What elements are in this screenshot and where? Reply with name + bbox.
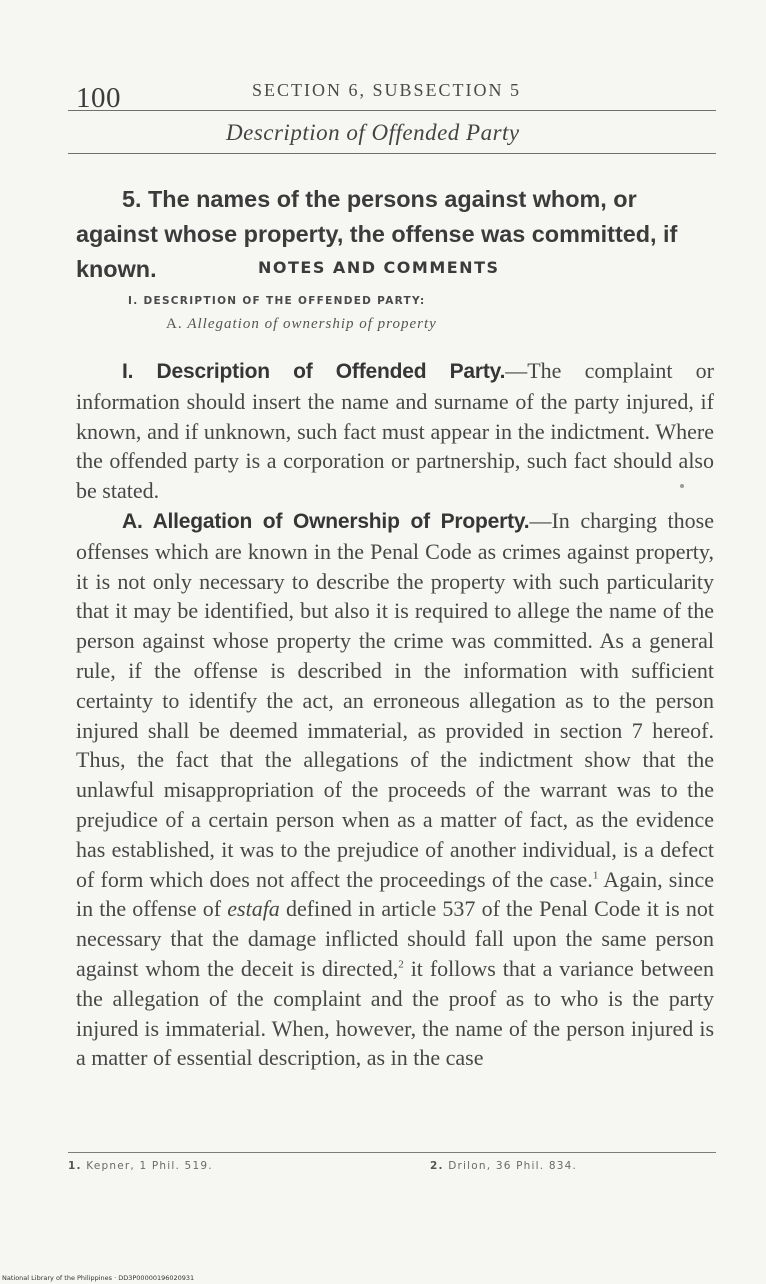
subhead: Description of Offended Party bbox=[226, 120, 520, 145]
outline-item-a-text: Allegation of ownership of property bbox=[187, 316, 437, 332]
footnote-text: Drilon, 36 Phil. 834. bbox=[448, 1160, 578, 1172]
italic-term: estafa bbox=[227, 896, 280, 922]
footnote-ref[interactable]: 1 bbox=[592, 869, 599, 882]
header-rule bbox=[68, 110, 716, 111]
paragraph-text: —In charging those offenses which are known in the Penal Code as crimes against property, it is not only necessary to describe the property with such particularity that it may be identified, but also it is required to allege the name of the person against whose property the crime was committed. As a general rule, if the offense is described in the information with sufficient certainty to identify the act, an erroneous allegation as to the person injured shall be deemed immaterial, as provided in section 7 hereof. Thus, the fact that the allegations of the indictment show that the unlawful misappropriation of the proceeds of the warrant was to the prejudice of a certain person when as a matter of fact, as the evidence has established, it was to the prejudice of another individual, is a defect of form which does not affect the proceedings of the case. bbox=[76, 508, 714, 892]
running-head: SECTION 6, SUBSECTION 5 bbox=[252, 80, 522, 100]
page-number: 100 bbox=[76, 82, 121, 114]
footnote-2 bbox=[430, 1160, 577, 1172]
paragraph-text: it follows that a variance between the allegation of the complaint and the proof as to who is the party injured is immaterial. When, however, the name of the person injured is a matter of essential description, as in the case bbox=[76, 955, 714, 1071]
outline-item-a-label: A. bbox=[166, 316, 183, 332]
paragraph-description bbox=[76, 356, 714, 506]
footnote-ref[interactable]: 2 bbox=[398, 958, 404, 971]
section-title-text: 5. The names of the persons against whom, or against whose property, the offense was committed, if known. bbox=[76, 186, 678, 282]
outline-item-a bbox=[166, 316, 437, 333]
footnote-number: 1. bbox=[68, 1160, 82, 1172]
footnote-text: Kepner, 1 Phil. 519. bbox=[86, 1160, 213, 1172]
paragraph-lead: A. Allegation of Ownership of Property. bbox=[122, 510, 530, 533]
paragraph-allegation bbox=[76, 506, 714, 1073]
subhead-rule bbox=[68, 153, 716, 154]
paragraph-text: defined in article 537 of the Penal Code it is not necessary that the damage inflicted should fall upon the same person against whom the deceit is directed, bbox=[76, 896, 714, 981]
footnote-1 bbox=[68, 1160, 213, 1172]
paragraph-text: Again, since in the offense of bbox=[76, 866, 714, 922]
scan-label: National Library of the Philippines · DD3P00000196020931 bbox=[2, 1274, 195, 1282]
speck-mark bbox=[680, 484, 684, 488]
outline-item-1: I. DESCRIPTION OF THE OFFENDED PARTY: bbox=[128, 295, 426, 307]
footnote-number: 2. bbox=[430, 1160, 444, 1172]
notes-heading: NOTES AND COMMENTS bbox=[258, 258, 500, 277]
paragraph-lead: I. Description of Offended Party. bbox=[122, 360, 506, 383]
footnote-rule bbox=[68, 1152, 716, 1153]
paragraph-text: —The complaint or information should insert the name and surname of the party injured, if known, and if unknown, such fact must appear in the indictment. Where the offended party is a corporation or partnership, such fact should also be stated. bbox=[76, 358, 714, 504]
